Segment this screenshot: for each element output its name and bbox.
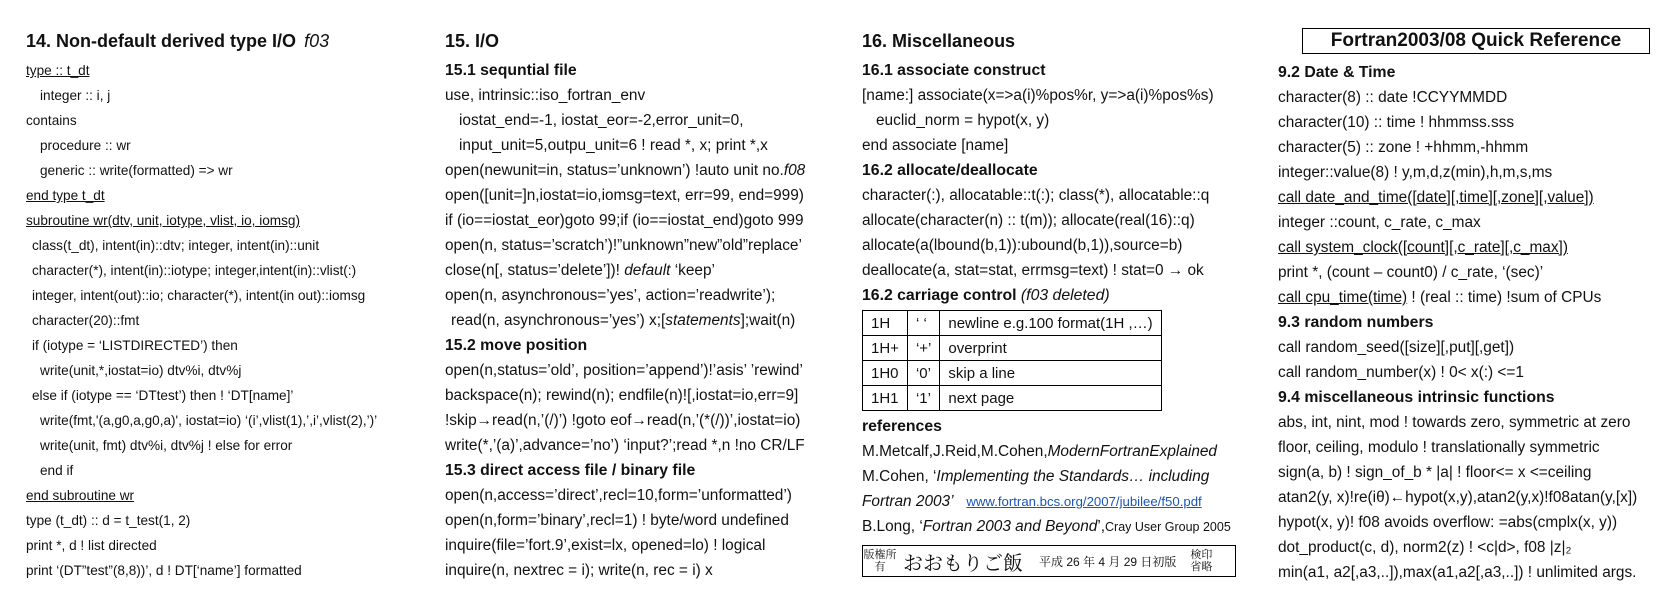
page-title: Fortran2003/08 Quick Reference — [1302, 28, 1650, 54]
code-line: open(n,form=’binary’,recl=1) ! byte/word undefined — [445, 512, 789, 529]
section-16-heading: 16. Miscellaneous — [862, 31, 1016, 51]
code-line: subroutine wr(dtv, unit, iotype, vlist, io, iomsg) — [26, 213, 300, 228]
code-line: write(unit,*,iostat=io) dtv%i, dtv%j — [40, 363, 242, 378]
code-line: backspace(n); rewind(n); endfile(n)![,iostat=io,err=9] — [445, 387, 799, 404]
subsection-heading: 16.2 allocate/deallocate — [862, 162, 1038, 179]
section-15 — [445, 22, 845, 583]
subsection-heading: 16.2 carriage control (f03 deleted) — [862, 287, 1110, 304]
section-quick-reference — [1278, 22, 1673, 585]
subsection-heading: 9.4 miscellaneous intrinsic functions — [1278, 389, 1555, 406]
section-14 — [26, 22, 426, 583]
code-line: !skip→read(n,’(/)’) !goto eof→read(n,’(*(/))’,iostat=io) — [445, 412, 801, 429]
f08-tag: f08 — [783, 162, 806, 179]
code-line: allocate(a(lbound(b,1)):ubound(b,1)),source=b) — [862, 237, 1183, 254]
code-line: write(*,’(a)’,advance=’no’) ‘input?’;read *,n !no CR/LF — [445, 437, 805, 454]
code-line: inquire(n, nextrec = i); write(n, rec = i) x — [445, 562, 713, 579]
publication-stamp: 版権所有 おおもりご飯 平成 26 年 4 月 29 日初版 検印省略 — [862, 545, 1236, 577]
code-line: end subroutine wr — [26, 488, 135, 503]
stamp-date: 平成 26 年 4 月 29 日初版 — [1039, 554, 1177, 569]
code-line: print *, (count – count0) / c_rate, ‘(sec)’ — [1278, 264, 1544, 281]
code-line: read(n, asynchronous=’yes’) x;[statements];wait(n) — [451, 312, 796, 329]
code-line: integer :: i, j — [40, 88, 111, 103]
code-line: contains — [26, 113, 77, 128]
f03-tag: f03 — [304, 31, 330, 51]
code-line: call date_and_time([date][,time][,zone][,value]) — [1278, 189, 1594, 206]
code-line: use, intrinsic::iso_fortran_env — [445, 87, 646, 104]
subsection-heading: references — [862, 418, 942, 435]
code-line: hypot(x, y)! f08 avoids overflow: =abs(cmplx(x, y)) — [1278, 514, 1618, 531]
code-line: call random_number(x) ! 0< x(:) <=1 — [1278, 364, 1524, 381]
code-line: open(n, asynchronous=’yes’, action=’readwrite’); — [445, 287, 776, 304]
code-line: integer ::count, c_rate, c_max — [1278, 214, 1481, 231]
code-line: open(n,access=’direct’,recl=10,form=’unformatted’) — [445, 487, 792, 504]
table-row: 1H0 ‘0’ skip a line — [863, 361, 1162, 386]
reference-line: B.Long, ‘Fortran 2003 and Beyond’,Cray User Group 2005 — [862, 518, 1231, 535]
subsection-heading: 15.3 direct access file / binary file — [445, 462, 696, 479]
code-line: abs, int, nint, mod ! towards zero, symmetric at zero — [1278, 414, 1631, 431]
section-16 — [862, 22, 1252, 577]
code-line: print *, d ! list directed — [26, 538, 157, 553]
code-line: close(n[, status=’delete’])! default ‘keep’ — [445, 262, 715, 279]
reference-line: M.Metcalf,J.Reid,M.Cohen,ModernFortranExplained — [862, 443, 1217, 460]
carriage-control-table — [862, 310, 1162, 411]
code-line: character(5) :: zone ! +hhmm,-hhmm — [1278, 139, 1529, 156]
code-line: atan2(y, x)!re(iθ)←hypot(x,y),atan2(y,x)!f08atan(y,[x]) — [1278, 489, 1638, 506]
code-line: euclid_norm = hypot(x, y) — [876, 112, 1050, 129]
code-line: character(8) :: date !CCYYMMDD — [1278, 89, 1508, 106]
table-row: 1H ‘ ‘ newline e.g.100 format(1H ,…) — [863, 311, 1162, 336]
code-line: open(newunit=in, status=’unknown’) !auto unit no.f08 — [445, 162, 806, 179]
code-line: end type t_dt — [26, 188, 105, 203]
code-line: integer, intent(out)::io; character(*), intent(in out)::iomsg — [32, 288, 366, 303]
code-line: floor, ceiling, modulo ! translationally symmetric — [1278, 439, 1600, 456]
reference-line: Fortran 2003’ www.fortran.bcs.org/2007/jubilee/f50.pdf — [862, 493, 1202, 510]
code-line: iostat_end=-1, iostat_eor=-2,error_unit=0, — [459, 112, 744, 129]
reference-link[interactable]: www.fortran.bcs.org/2007/jubilee/f50.pdf — [966, 494, 1202, 509]
code-line: sign(a, b) ! sign_of_b * |a| ! floor<= x <=ceiling — [1278, 464, 1592, 481]
code-line: end if — [40, 463, 74, 478]
code-line: character(*), intent(in)::iotype; integer,intent(in)::vlist(:) — [32, 263, 357, 278]
code-line: character(10) :: time ! hhmmss.sss — [1278, 114, 1515, 131]
code-line: call cpu_time(time) ! (real :: time) !sum of CPUs — [1278, 289, 1602, 306]
code-line: type :: t_dt — [26, 63, 90, 78]
code-line: deallocate(a, stat=stat, errmsg=text) ! stat=0 → ok — [862, 262, 1204, 279]
subsection-heading: 9.2 Date & Time — [1278, 64, 1396, 81]
section-14-heading: 14. Non-default derived type I/O f03 — [26, 31, 330, 51]
table-row: 1H1 ‘1’ next page — [863, 386, 1162, 411]
code-line: if (iotype = ‘LISTDIRECTED’) then — [32, 338, 238, 353]
section-15-heading: 15. I/O — [445, 31, 500, 51]
code-line: open(n, status=’scratch’)!”unknown”new”old”replace’ — [445, 237, 802, 254]
code-line: open([unit=]n,iostat=io,iomsg=text, err=99, end=999) — [445, 187, 804, 204]
code-line: else if (iotype == ‘DTtest’) then ! ‘DT[name]’ — [32, 388, 294, 403]
code-line: character(:), allocatable::t(:); class(*), allocatable::q — [862, 187, 1210, 204]
code-line: procedure :: wr — [40, 138, 131, 153]
code-line: print ‘(DT”test”(8,8))’, d ! DT[‘name’] formatted — [26, 563, 302, 578]
code-line: class(t_dt), intent(in)::dtv; integer, intent(in)::unit — [32, 238, 320, 253]
code-line: generic :: write(formatted) => wr — [40, 163, 233, 178]
code-line: character(20)::fmt — [32, 313, 140, 328]
code-line: input_unit=5,outpu_unit=6 ! read *, x; print *,x — [459, 137, 768, 154]
code-line: if (io==iostat_eor)goto 99;if (io==iostat_end)goto 999 — [445, 212, 804, 229]
code-line: min(a1, a2[,a3,..]),max(a1,a2[,a3,..]) ! unlimited args. — [1278, 564, 1637, 581]
code-line: type (t_dt) :: d = t_test(1, 2) — [26, 513, 191, 528]
code-line: integer::value(8) ! y,m,d,z(min),h,m,s,ms — [1278, 164, 1553, 181]
code-line: inquire(file=’fort.9’,exist=lx, opened=lo) ! logical — [445, 537, 766, 554]
code-line: write(fmt,'(a,g0,a,g0,a)', iostat=io) ‘(i’,vlist(1),’,i’,vlist(2),’)’ — [40, 413, 378, 428]
code-line: end associate [name] — [862, 137, 1009, 154]
subsection-heading: 15.1 sequntial file — [445, 62, 577, 79]
code-line: open(n,status=’old’, position=’append’)!’asis’ ’rewind’ — [445, 362, 803, 379]
stamp-title: おおもりご飯 — [903, 552, 1023, 575]
code-line: call random_seed([size][,put][,get]) — [1278, 339, 1515, 356]
reference-line: M.Cohen, ‘Implementing the Standards… including — [862, 468, 1210, 485]
subsection-heading: 9.3 random numbers — [1278, 314, 1434, 331]
code-line: allocate(character(n) :: t(m)); allocate(real(16)::q) — [862, 212, 1195, 229]
subsection-heading: 16.1 associate construct — [862, 62, 1046, 79]
table-row: 1H+ ‘+’ overprint — [863, 336, 1162, 361]
code-line: [name:] associate(x=>a(i)%pos%r, y=>a(i)%pos%s) — [862, 87, 1214, 104]
subsection-heading: 15.2 move position — [445, 337, 588, 354]
code-line: write(unit, fmt) dtv%i, dtv%j ! else for error — [40, 438, 293, 453]
code-line: dot_product(c, d), norm2(z) ! <c|d>, f08 |z|₂ — [1278, 539, 1572, 556]
code-line: call system_clock([count][,c_rate][,c_max]) — [1278, 239, 1568, 256]
